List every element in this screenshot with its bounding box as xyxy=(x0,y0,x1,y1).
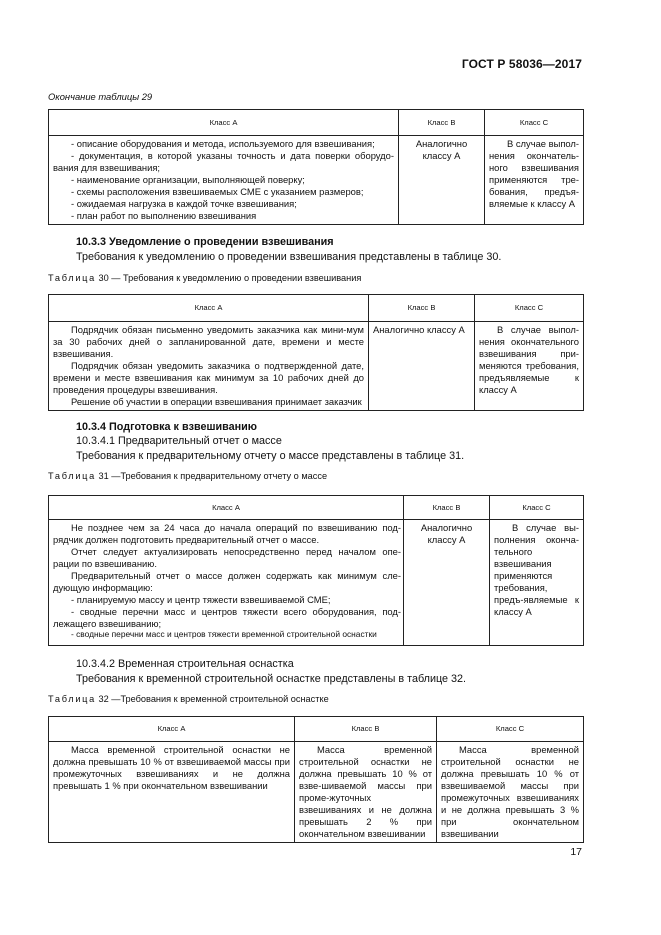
table-30-a-paragraph: Подрядчик обязан письменно уведомить заказчика как мини-мум за 30 рабочих дней о запланированной дате, времени и месте взвешивания. xyxy=(53,324,364,359)
table-30-header-b: Класс В xyxy=(369,295,475,322)
table-30-class-b-cell: Аналогично классу А xyxy=(369,322,475,411)
document-standard-header: ГОСТ Р 58036—2017 xyxy=(461,57,582,71)
table-30-a-paragraph: Решение об участии в операции взвешивания принимает заказчик xyxy=(71,395,362,407)
table-29-a-line: - схемы расположения взвешиваемых СМЕ с указанием размеров; xyxy=(71,185,364,197)
section-10-3-4-2-text: Требования к временной строительной оснастке представлены в таблице 32. xyxy=(76,673,467,685)
section-10-3-3-text: Требования к уведомлению о проведении взвешивания представлены в таблице 30. xyxy=(76,251,502,263)
table-31-header-c: Класс С xyxy=(490,496,584,520)
section-10-3-3-title: 10.3.3 Уведомление о проведении взвешивания xyxy=(76,236,334,248)
table-31-header-a: Класс А xyxy=(49,496,404,520)
table-32-header-b: Класс В xyxy=(295,717,437,742)
table-29-a-line: - ожидаемая нагрузка в каждой точке взвешивания; xyxy=(71,197,297,209)
table-31-a-paragraph: - планируемую массу и центр тяжести взвешиваемой СМЕ; xyxy=(71,593,331,605)
table-31-a-paragraph: - сводные перечни масс и центров тяжести временной строительной оснастки xyxy=(71,629,377,640)
table-29-continuation-note: Окончание таблицы 29 xyxy=(48,91,153,102)
table-30-class-c-cell: В случае выпол-нения окончательного взвешивания при-меняются требования, предъявляемые к классу А xyxy=(475,322,584,411)
table-30-header-c: Класс С xyxy=(475,295,584,322)
table-32-class-b-cell: Масса временной строительной оснастки не должна превышать 10 % от взве-шиваемой массы при проме-жуточных взвешиваниях и не должна превышать 2 % при окончательном взвешивании xyxy=(295,742,437,843)
table-29-header-c: Класс С xyxy=(485,110,584,136)
table-32-class-c-cell: Масса временной строительной оснастки не должна превышать 10 % от взвешиваемой массы при промежуточных взвешиваниях и не должна превышать 3 % при окончательном взвешивании xyxy=(437,742,584,843)
table-32-caption-prefix: Таблица xyxy=(48,694,96,704)
table-30-header-a: Класс А xyxy=(49,295,369,322)
table-32-header-c: Класс С xyxy=(437,717,584,742)
section-10-3-4-1-text: Требования к предварительному отчету о массе представлены в таблице 31. xyxy=(76,450,465,462)
table-29-a-line: - документация, в которой указаны точность и дата поверки оборудо-вания для взвешивания; xyxy=(53,149,394,173)
table-31-a-paragraph: Предварительный отчет о массе должен содержать как минимум сле-дующую информацию: xyxy=(53,569,401,593)
table-29-class-b-cell: Аналогично классу А xyxy=(399,136,485,225)
table-30-a-paragraph: Подрядчик обязан уведомить заказчика о подтвержденной дате, времени и месте взвешивания как минимум за 10 рабочих дней до проведения процедуры взвешивания. xyxy=(53,359,364,395)
table-29-class-c-cell: В случае выпол-нения окончатель-ного взвешивания применяются тре-бования, предъя-вляемые к классу А xyxy=(485,136,584,225)
table-31-a-paragraph: - сводные перечни масс и центров тяжести всего оборудования, под-лежащего взвешиванию; xyxy=(53,605,401,629)
table-31-a-paragraph: Отчет следует актуализировать непосредственно перед началом опе-рации по взвешиванию. xyxy=(53,545,401,569)
table-30-caption xyxy=(48,273,361,285)
table-32-caption-text: 32 —Требования к временной строительной оснастке xyxy=(98,694,329,704)
table-31-header-b: Класс В xyxy=(404,496,490,520)
table-29-header-a: Класс А xyxy=(49,110,399,136)
table-32-header-a: Класс А xyxy=(49,717,295,742)
table-29-class-a-cell xyxy=(49,136,399,225)
table-30-caption-text: 30 — Требования к уведомлению о проведении взвешивания xyxy=(98,273,362,283)
table-30-class-a-cell xyxy=(49,322,369,411)
table-31-class-a-cell xyxy=(49,520,404,646)
page-number: 17 xyxy=(570,846,582,858)
table-31-caption-prefix: Таблица xyxy=(48,471,96,481)
section-10-3-4-title: 10.3.4 Подготовка к взвешиванию xyxy=(76,421,257,433)
table-29-a-line: - план работ по выполнению взвешивания xyxy=(71,209,257,221)
table-31-caption xyxy=(48,471,327,483)
table-29-header-b: Класс В xyxy=(399,110,485,136)
section-10-3-4-1-title: 10.3.4.1 Предварительный отчет о массе xyxy=(76,435,282,447)
table-29 xyxy=(48,109,584,225)
table-30 xyxy=(48,294,584,411)
table-30-caption-prefix: Таблица xyxy=(48,273,96,283)
table-31-class-c-cell: В случае вы-полнения оконча-тельного взвешивания применяются требования, предъ-являемые к классу А xyxy=(490,520,584,646)
section-10-3-4-2-title: 10.3.4.2 Временная строительная оснастка xyxy=(76,658,294,670)
table-29-a-line: - описание оборудования и метода, используемого для взвешивания; xyxy=(71,138,375,149)
table-32-caption xyxy=(48,694,329,706)
table-32 xyxy=(48,716,584,843)
table-31-class-b-cell: Аналогично классу А xyxy=(404,520,490,646)
table-31-caption-text: 31 —Требования к предварительному отчету о массе xyxy=(98,471,328,481)
table-29-a-line: - наименование организации, выполняющей поверку; xyxy=(71,173,305,185)
table-31 xyxy=(48,495,584,646)
table-32-class-a-cell: Масса временной строительной оснастки не должна превышать 10 % от взвешиваемой массы при промежуточных взвешиваниях и не должна превышать 1 % при окончательном взвешивании xyxy=(49,742,295,843)
table-31-a-paragraph: Не позднее чем за 24 часа до начала операций по взвешиванию под-рядчик должен подготовить предварительный отчет о массе. xyxy=(53,522,401,545)
